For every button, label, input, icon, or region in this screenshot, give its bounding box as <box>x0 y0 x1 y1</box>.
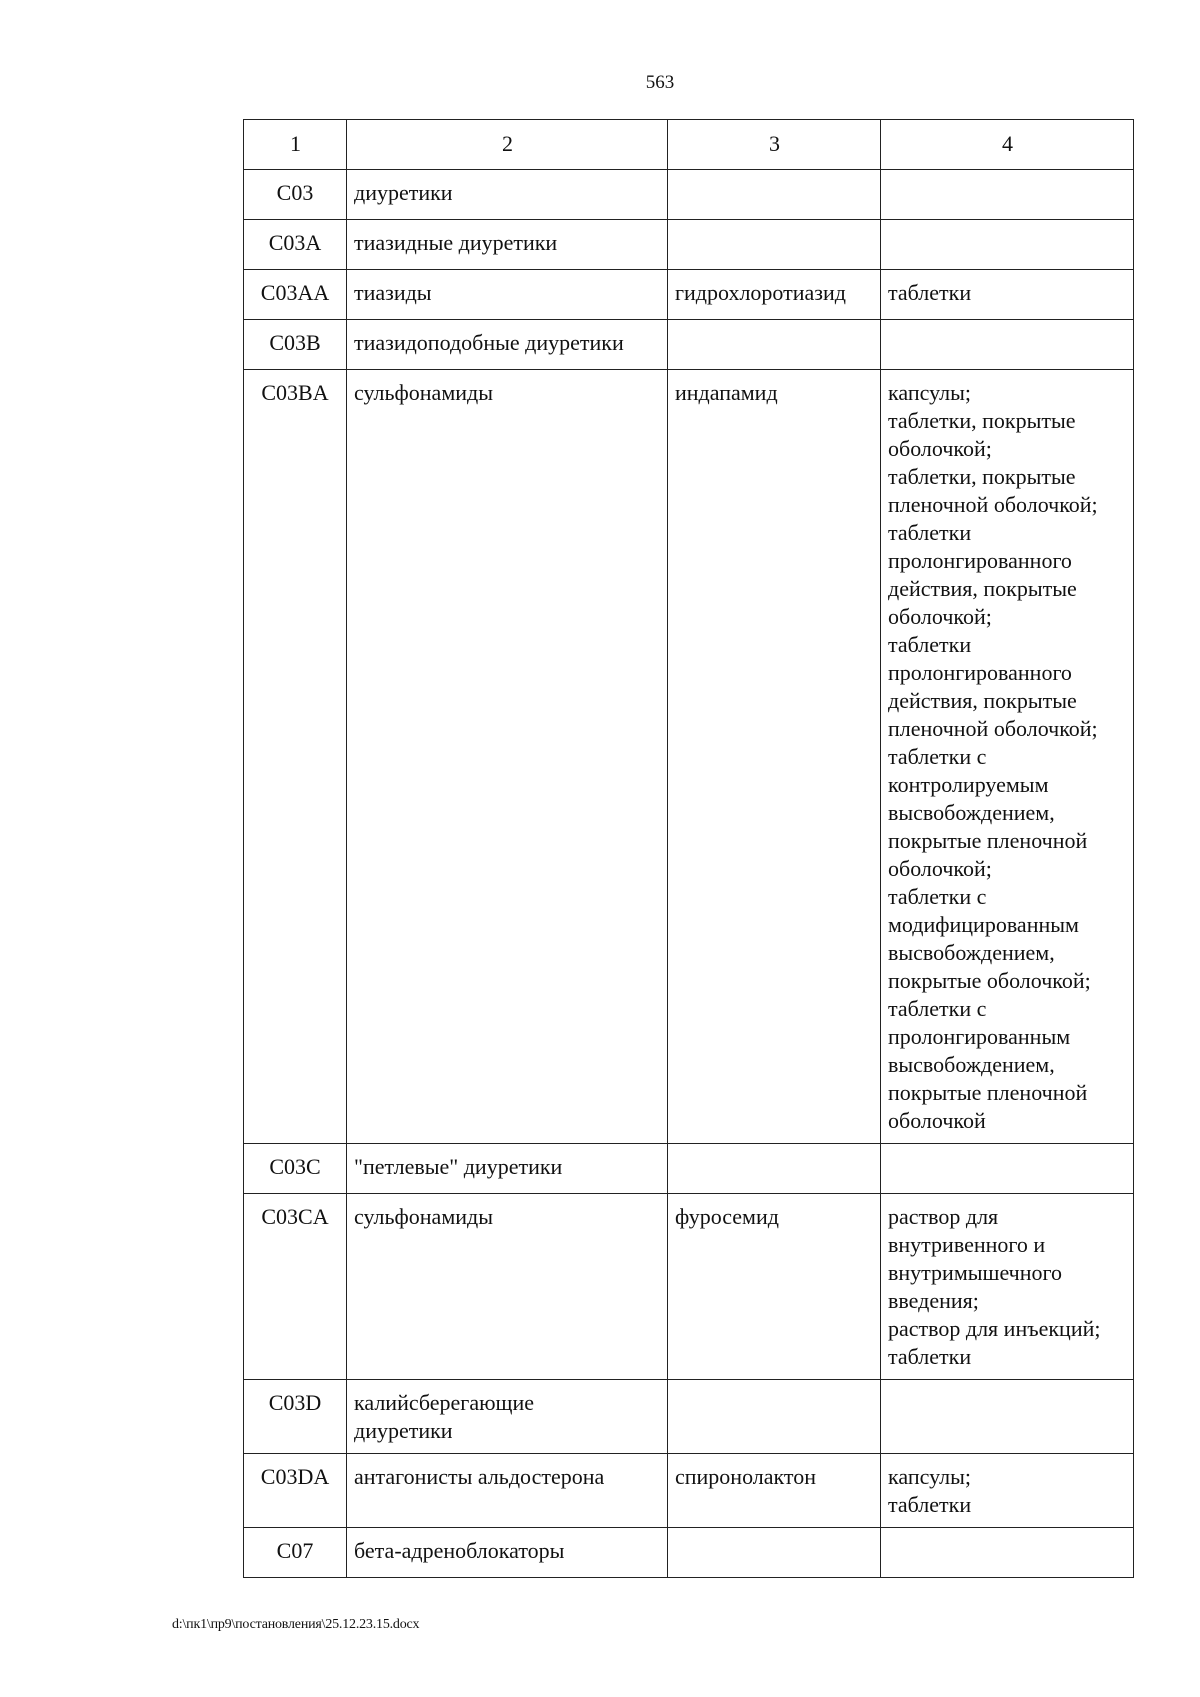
table-row <box>244 1144 1134 1194</box>
atc-code-cell: C03BA <box>244 370 347 1144</box>
page-number: 563 <box>645 72 675 93</box>
header-cell-2: 2 <box>347 120 668 170</box>
group-cell: сульфонамиды <box>347 370 668 1144</box>
group-cell: тиазидные диуретики <box>347 220 668 270</box>
table-row <box>244 370 1134 1144</box>
dosage-form-cell <box>881 320 1134 370</box>
dosage-form-cell: таблетки <box>881 270 1134 320</box>
group-cell: диуретики <box>347 170 668 220</box>
substance-cell <box>668 1528 881 1578</box>
medication-table <box>243 119 1134 1578</box>
atc-code-cell: C03DA <box>244 1454 347 1528</box>
group-cell: калийсберегающие диуретики <box>347 1380 668 1454</box>
atc-code-cell: C07 <box>244 1528 347 1578</box>
header-cell-3: 3 <box>668 120 881 170</box>
group-cell: "петлевые" диуретики <box>347 1144 668 1194</box>
substance-cell <box>668 320 881 370</box>
dosage-form-cell: капсулы; таблетки, покрытые оболочкой; таблетки, покрытые пленочной оболочкой; таблетки пролонгированного действия, покрытые оболочкой; таблетки пролонгированного действия, покрытые пленочной оболочкой; таблетки с контролируемым высвобождением, покрытые пленочной оболочкой; таблетки с модифицированным высвобождением, покрытые оболочкой; таблетки с пролонгированным высвобождением, покрытые пленочной оболочкой <box>881 370 1134 1144</box>
dosage-form-cell: раствор для внутривенного и внутримышечного введения; раствор для инъекций; таблетки <box>881 1194 1134 1380</box>
substance-cell <box>668 220 881 270</box>
table-row <box>244 1528 1134 1578</box>
table-row <box>244 270 1134 320</box>
atc-code-cell: C03AA <box>244 270 347 320</box>
dosage-form-cell <box>881 1144 1134 1194</box>
table-row <box>244 170 1134 220</box>
table-row <box>244 1194 1134 1380</box>
group-cell: тиазидоподобные диуретики <box>347 320 668 370</box>
table-row <box>244 220 1134 270</box>
atc-code-cell: C03D <box>244 1380 347 1454</box>
footer-file-path: d:\пк1\пр9\постановления\25.12.23.15.docx <box>172 1617 420 1632</box>
dosage-form-cell <box>881 1528 1134 1578</box>
header-cell-1: 1 <box>244 120 347 170</box>
dosage-form-cell: капсулы; таблетки <box>881 1454 1134 1528</box>
table-row <box>244 1380 1134 1454</box>
atc-code-cell: C03B <box>244 320 347 370</box>
table-row <box>244 320 1134 370</box>
atc-code-cell: C03CA <box>244 1194 347 1380</box>
substance-cell: гидрохлоротиазид <box>668 270 881 320</box>
substance-cell <box>668 1380 881 1454</box>
dosage-form-cell <box>881 1380 1134 1454</box>
table-header-row <box>244 120 1134 170</box>
group-cell: бета-адреноблокаторы <box>347 1528 668 1578</box>
table-row <box>244 1454 1134 1528</box>
substance-cell: спиронолактон <box>668 1454 881 1528</box>
atc-code-cell: C03A <box>244 220 347 270</box>
dosage-form-cell <box>881 170 1134 220</box>
dosage-form-cell <box>881 220 1134 270</box>
atc-code-cell: C03C <box>244 1144 347 1194</box>
group-cell: тиазиды <box>347 270 668 320</box>
substance-cell: фуросемид <box>668 1194 881 1380</box>
group-cell: антагонисты альдостерона <box>347 1454 668 1528</box>
substance-cell <box>668 1144 881 1194</box>
substance-cell: индапамид <box>668 370 881 1144</box>
atc-code-cell: C03 <box>244 170 347 220</box>
header-cell-4: 4 <box>881 120 1134 170</box>
substance-cell <box>668 170 881 220</box>
group-cell: сульфонамиды <box>347 1194 668 1380</box>
